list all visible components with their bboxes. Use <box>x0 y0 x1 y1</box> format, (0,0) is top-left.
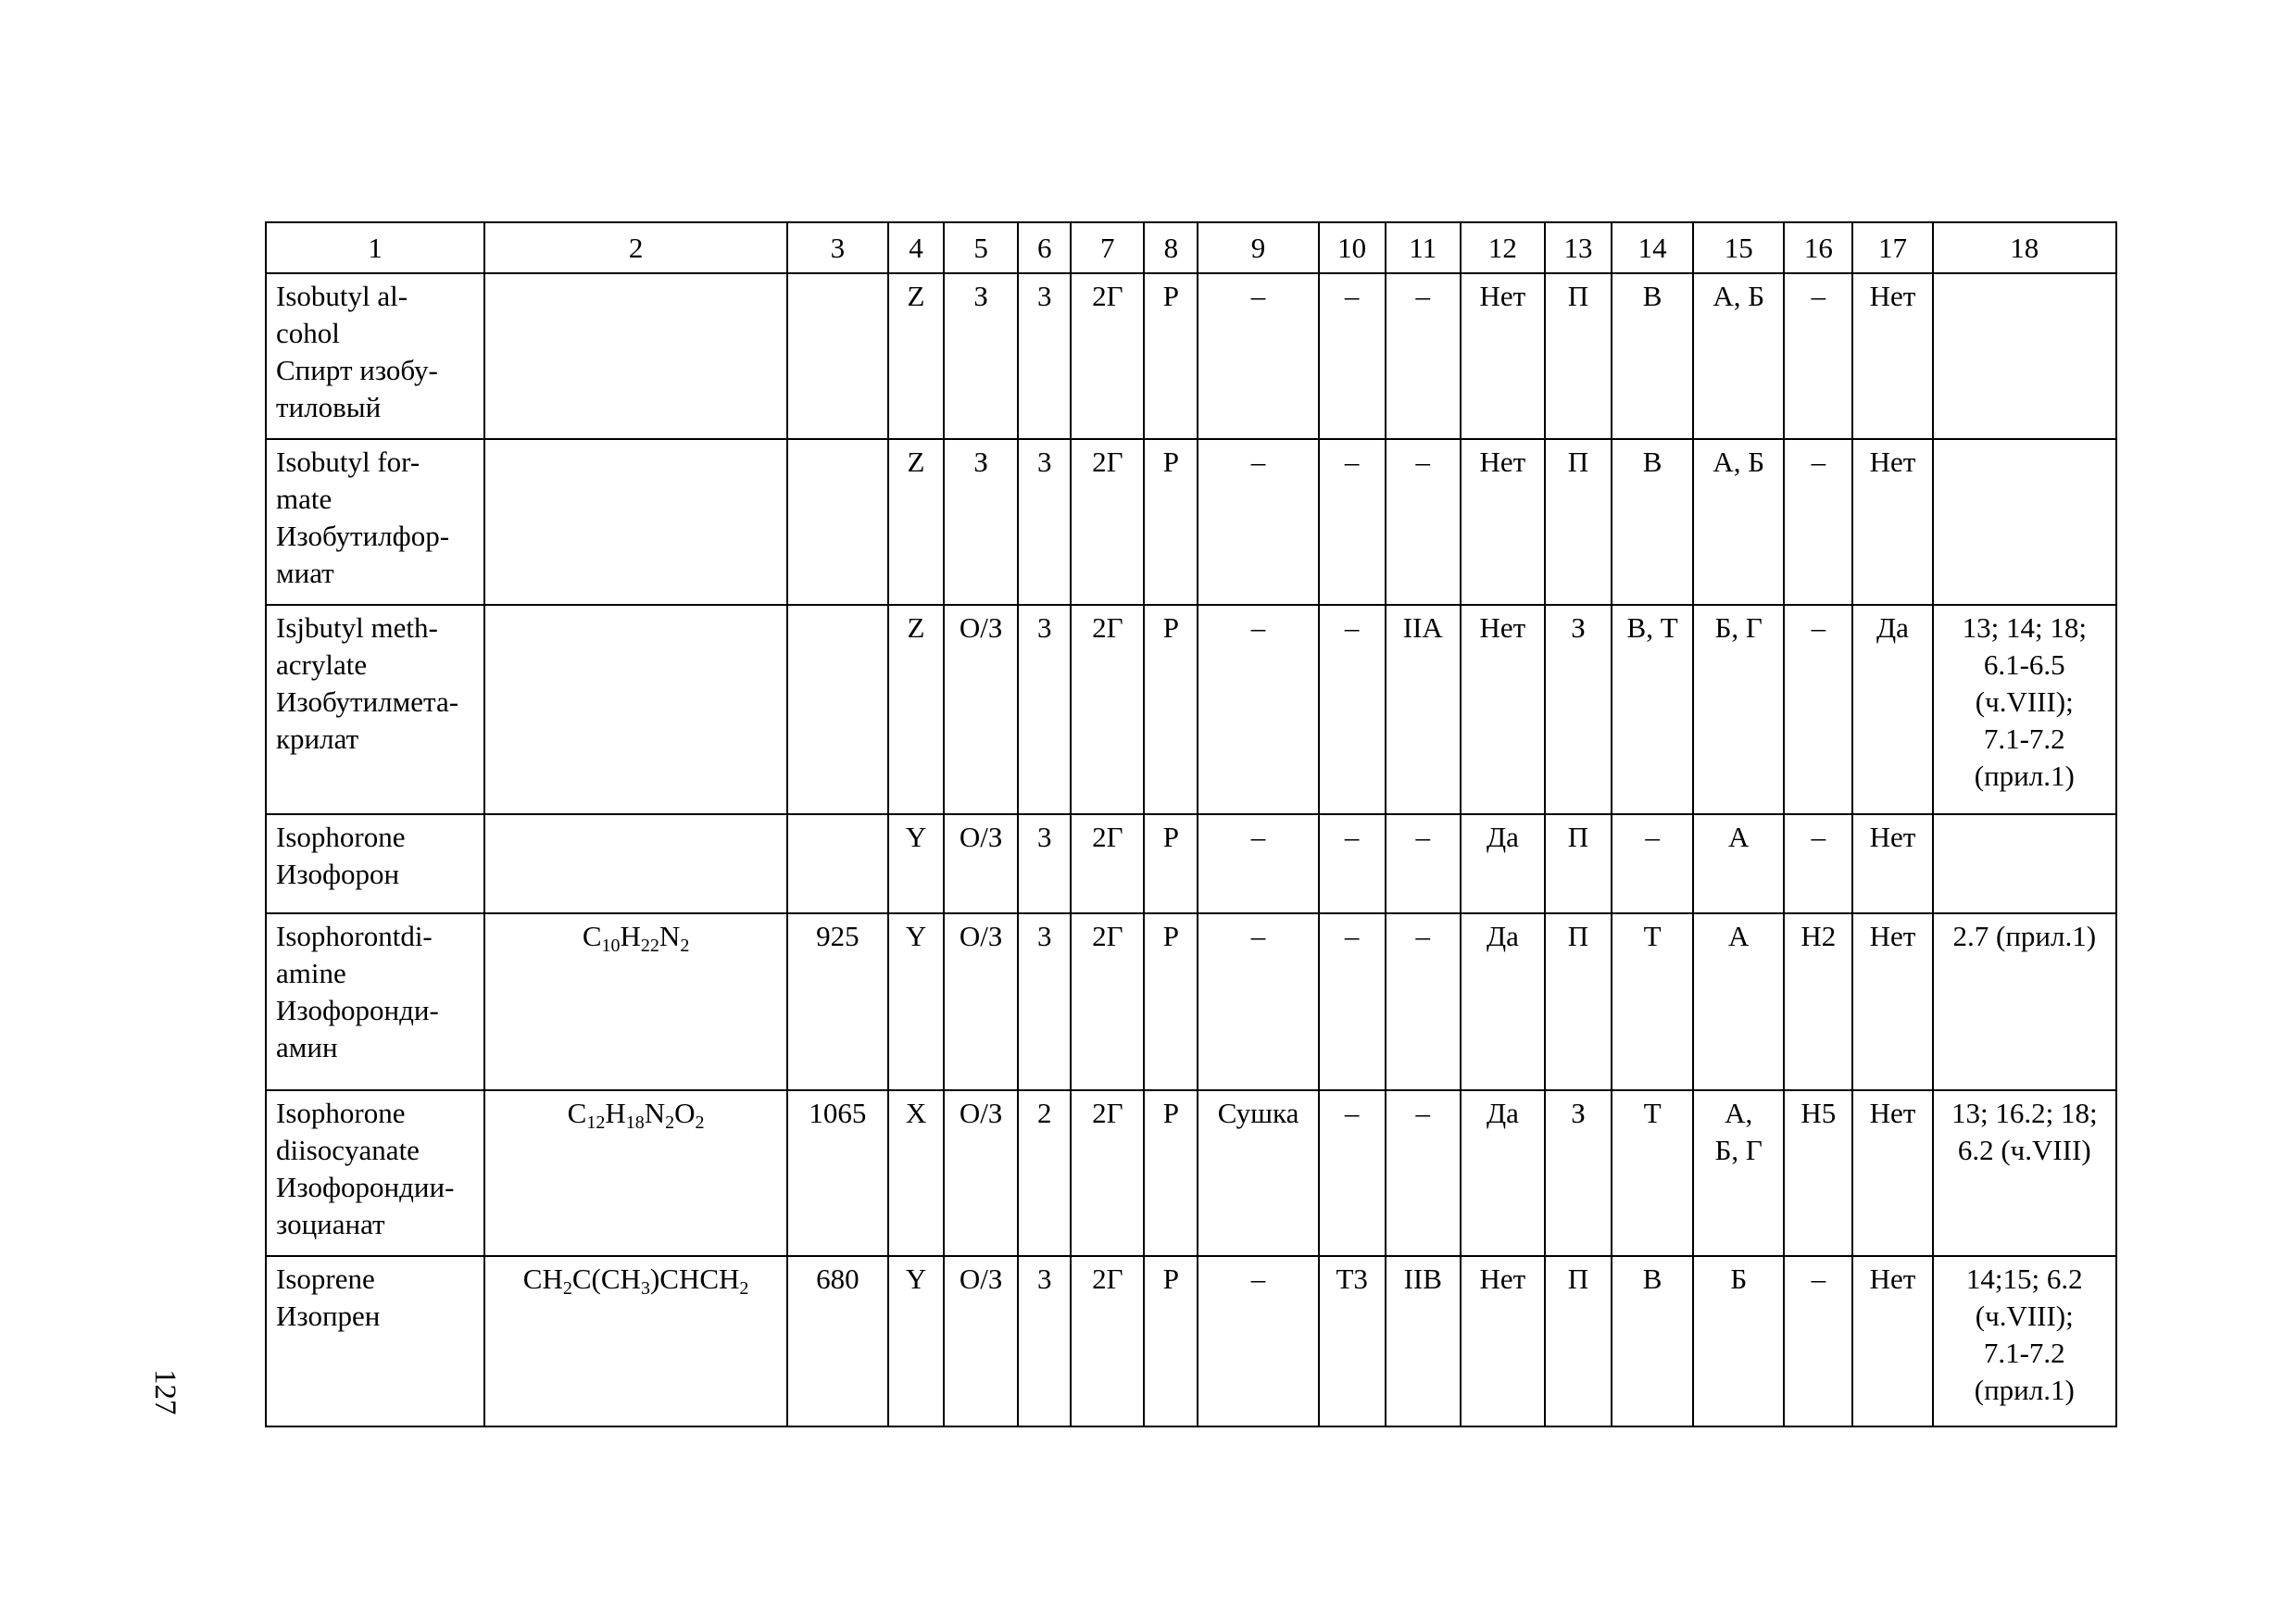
table-cell: – <box>1386 913 1461 1090</box>
product-name-line: Isobutyl for- <box>276 446 420 478</box>
table-cell: Нет <box>1461 439 1545 605</box>
formula-part: C <box>582 920 602 952</box>
note-line: 6.1-6.5 <box>1983 648 2065 681</box>
table-cell: Да <box>1852 605 1932 814</box>
table-row <box>266 814 2116 913</box>
un-number-cell <box>787 439 888 605</box>
formula-cell <box>484 439 786 605</box>
table-cell: Да <box>1461 814 1545 913</box>
formula-subscript: 12 <box>586 1112 606 1133</box>
column-header: 10 <box>1319 222 1386 273</box>
product-name-line: крилат <box>276 723 359 755</box>
table-cell: 3 <box>1018 439 1071 605</box>
cargo-table <box>265 221 2117 1427</box>
table-cell: Р <box>1144 273 1198 439</box>
table-cell: В <box>1612 273 1693 439</box>
column-header: 18 <box>1933 222 2116 273</box>
product-name-line: mate <box>276 483 332 515</box>
table-cell <box>1933 273 2116 439</box>
product-name-line: Isoprene <box>276 1263 375 1295</box>
un-number-cell: 925 <box>787 913 888 1090</box>
table-cell: О/З <box>944 913 1018 1090</box>
table-cell <box>1693 1090 1784 1256</box>
table-cell: – <box>1319 605 1386 814</box>
product-name-cell <box>266 605 484 814</box>
table-cell: Р <box>1144 814 1198 913</box>
table-cell: Р <box>1144 1256 1198 1426</box>
product-name-cell <box>266 814 484 913</box>
table-cell: Нет <box>1852 1090 1932 1256</box>
notes-cell <box>1933 605 2116 814</box>
column-header: 5 <box>944 222 1018 273</box>
table-cell: Y <box>888 814 944 913</box>
table-cell: Нет <box>1852 273 1932 439</box>
product-name-cell <box>266 273 484 439</box>
note-line: 6.2 (ч.VIII) <box>1957 1134 2091 1166</box>
formula-cell <box>484 1256 786 1426</box>
note-line: 7.1-7.2 <box>1983 1337 2065 1369</box>
formula-subscript: 3 <box>640 1278 650 1299</box>
table-cell: Т3 <box>1319 1256 1386 1426</box>
table-cell: А, Б <box>1693 439 1784 605</box>
product-name-line: Спирт изобу- <box>276 354 438 386</box>
table-cell: Нет <box>1852 913 1932 1090</box>
table-cell: Т <box>1612 1090 1693 1256</box>
formula-part: )CHCH <box>649 1263 740 1295</box>
table-cell: Y <box>888 913 944 1090</box>
table-cell: А <box>1693 913 1784 1090</box>
product-name-cell <box>266 1090 484 1256</box>
notes-cell <box>1933 1256 2116 1426</box>
table-row <box>266 273 2116 439</box>
table-cell: – <box>1784 439 1852 605</box>
table-cell: Н2 <box>1784 913 1852 1090</box>
formula-cell <box>484 1090 786 1256</box>
note-line: (ч.VIII); <box>1975 685 2074 718</box>
product-name-line: зоцианат <box>276 1208 385 1240</box>
formula-cell <box>484 814 786 913</box>
table-cell: З <box>1545 1090 1612 1256</box>
column-header: 7 <box>1071 222 1144 273</box>
table-cell: Z <box>888 605 944 814</box>
table-cell: Р <box>1144 439 1198 605</box>
product-name-line: Изофорон <box>276 858 400 890</box>
table-cell: 3 <box>1018 605 1071 814</box>
table-cell: Z <box>888 439 944 605</box>
table-cell: – <box>1386 273 1461 439</box>
table-cell: IIA <box>1386 605 1461 814</box>
table-cell: X <box>888 1090 944 1256</box>
product-name-line: cohol <box>276 317 340 349</box>
note-line: (прил.1) <box>1974 760 2075 792</box>
un-number-cell <box>787 273 888 439</box>
table-cell: – <box>1319 814 1386 913</box>
table-cell: – <box>1198 605 1318 814</box>
table-cell: Да <box>1461 1090 1545 1256</box>
formula-subscript: 2 <box>680 936 690 956</box>
product-name-line: тиловый <box>276 391 382 423</box>
formula-part: O <box>674 1097 696 1129</box>
table-cell: З <box>1545 605 1612 814</box>
table-cell: Z <box>888 273 944 439</box>
column-header: 11 <box>1386 222 1461 273</box>
column-header: 13 <box>1545 222 1612 273</box>
table-cell: – <box>1784 273 1852 439</box>
formula-cell <box>484 913 786 1090</box>
table-cell: Нет <box>1852 1256 1932 1426</box>
un-number-cell <box>787 605 888 814</box>
product-name-line: Isjbutyl meth- <box>276 611 438 644</box>
table-cell: З <box>944 273 1018 439</box>
notes-cell <box>1933 913 2116 1090</box>
note-line: 2.7 (прил.1) <box>1952 920 2097 952</box>
formula-part: N <box>644 1097 666 1129</box>
product-name-line: diisocyanate <box>276 1134 420 1166</box>
cell-line: Б, Г <box>1714 1134 1763 1166</box>
table-cell: П <box>1545 913 1612 1090</box>
formula-subscript: 18 <box>625 1112 645 1133</box>
product-name-line: Изобутилмета- <box>276 685 459 718</box>
table-cell: 2Г <box>1071 605 1144 814</box>
table-cell: – <box>1386 1090 1461 1256</box>
table-cell: 2Г <box>1071 273 1144 439</box>
table-row <box>266 913 2116 1090</box>
table-cell <box>1933 814 2116 913</box>
formula-subscript: 10 <box>601 936 621 956</box>
header-row <box>266 222 2116 273</box>
table-row <box>266 1256 2116 1426</box>
column-header: 14 <box>1612 222 1693 273</box>
formula-cell <box>484 273 786 439</box>
table-cell: А <box>1693 814 1784 913</box>
column-header: 2 <box>484 222 786 273</box>
product-name-cell <box>266 1256 484 1426</box>
table-cell: 3 <box>1018 273 1071 439</box>
table-cell: IIВ <box>1386 1256 1461 1426</box>
table-cell: – <box>1386 439 1461 605</box>
table-cell: – <box>1784 1256 1852 1426</box>
table-cell <box>1933 439 2116 605</box>
table-cell: 2Г <box>1071 913 1144 1090</box>
table-cell: – <box>1784 814 1852 913</box>
page-number: 127 <box>148 1369 182 1415</box>
formula-subscript: 2 <box>665 1112 675 1133</box>
table-cell: Сушка <box>1198 1090 1318 1256</box>
notes-cell <box>1933 1090 2116 1256</box>
table-cell: – <box>1198 439 1318 605</box>
table-cell: – <box>1319 913 1386 1090</box>
table-cell: Р <box>1144 605 1198 814</box>
column-header: 6 <box>1018 222 1071 273</box>
product-name-line: миат <box>276 557 334 589</box>
table-cell: Н5 <box>1784 1090 1852 1256</box>
column-header: 16 <box>1784 222 1852 273</box>
table-cell: 3 <box>1018 1256 1071 1426</box>
formula-part: N <box>659 920 681 952</box>
table-row <box>266 605 2116 814</box>
product-name-line: Изофоронди- <box>276 994 439 1026</box>
table-cell: – <box>1612 814 1693 913</box>
formula-part: CH <box>522 1263 563 1295</box>
table-cell: Нет <box>1461 1256 1545 1426</box>
un-number-cell <box>787 814 888 913</box>
table-cell: – <box>1198 814 1318 913</box>
table-cell: Р <box>1144 1090 1198 1256</box>
formula-part: C(CH <box>571 1263 641 1295</box>
table-cell: Нет <box>1852 439 1932 605</box>
note-line: 13; 14; 18; <box>1962 611 2087 644</box>
product-name-line: Isobutyl al- <box>276 280 408 312</box>
table-cell: 2 <box>1018 1090 1071 1256</box>
note-line: (прил.1) <box>1974 1374 2075 1406</box>
table-cell: Нет <box>1461 605 1545 814</box>
table-cell: Т <box>1612 913 1693 1090</box>
product-name-line: Изобутилфор- <box>276 520 450 552</box>
formula-part: H <box>620 920 641 952</box>
formula-subscript: 2 <box>695 1112 705 1133</box>
column-header: 1 <box>266 222 484 273</box>
table-cell: П <box>1545 439 1612 605</box>
formula-subscript: 22 <box>640 936 659 956</box>
formula-subscript: 2 <box>739 1278 749 1299</box>
formula-cell <box>484 605 786 814</box>
table-cell: Б, Г <box>1693 605 1784 814</box>
table-cell: О/З <box>944 814 1018 913</box>
product-name-line: Isophorone <box>276 821 406 853</box>
table-cell: П <box>1545 273 1612 439</box>
table-cell: О/З <box>944 1090 1018 1256</box>
column-header: 3 <box>787 222 888 273</box>
table-cell: – <box>1784 605 1852 814</box>
table-cell: 2Г <box>1071 1090 1144 1256</box>
cell-line: А, <box>1725 1097 1753 1129</box>
table-cell: Р <box>1144 913 1198 1090</box>
table-row <box>266 439 2116 605</box>
table-cell: Нет <box>1461 273 1545 439</box>
column-header: 17 <box>1852 222 1932 273</box>
table-cell: В <box>1612 439 1693 605</box>
product-name-line: amine <box>276 957 346 989</box>
formula-part: C <box>567 1097 587 1129</box>
column-header: 9 <box>1198 222 1318 273</box>
table-cell: З <box>944 439 1018 605</box>
product-name-line: Изофорондии- <box>276 1171 455 1203</box>
table-cell: – <box>1319 273 1386 439</box>
product-name-cell <box>266 439 484 605</box>
product-name-line: acrylate <box>276 648 368 681</box>
note-line: 14;15; 6.2 <box>1965 1263 2083 1295</box>
formula-subscript: 2 <box>562 1278 572 1299</box>
note-line: 13; 16.2; 18; <box>1951 1097 2098 1129</box>
table-cell: 2Г <box>1071 439 1144 605</box>
note-line: 7.1-7.2 <box>1983 723 2065 755</box>
table-cell: П <box>1545 1256 1612 1426</box>
table-cell: 3 <box>1018 913 1071 1090</box>
column-header: 4 <box>888 222 944 273</box>
column-header: 12 <box>1461 222 1545 273</box>
table-cell: 2Г <box>1071 1256 1144 1426</box>
column-header: 8 <box>1144 222 1198 273</box>
table-cell: Б <box>1693 1256 1784 1426</box>
table-cell: А, Б <box>1693 273 1784 439</box>
table-cell: Нет <box>1852 814 1932 913</box>
un-number-cell: 680 <box>787 1256 888 1426</box>
table-cell: – <box>1319 1090 1386 1256</box>
table-row <box>266 1090 2116 1256</box>
table-cell: П <box>1545 814 1612 913</box>
table-cell: 3 <box>1018 814 1071 913</box>
note-line: (ч.VIII); <box>1975 1300 2074 1332</box>
product-name-line: Изопрен <box>276 1300 381 1332</box>
table-cell: В <box>1612 1256 1693 1426</box>
product-name-cell <box>266 913 484 1090</box>
table-cell: О/З <box>944 1256 1018 1426</box>
table-cell: – <box>1386 814 1461 913</box>
table-cell: Да <box>1461 913 1545 1090</box>
table-cell: 2Г <box>1071 814 1144 913</box>
product-name-line: Isophorone <box>276 1097 406 1129</box>
product-name-line: Isophorontdi- <box>276 920 433 952</box>
column-header: 15 <box>1693 222 1784 273</box>
un-number-cell: 1065 <box>787 1090 888 1256</box>
table-cell: Y <box>888 1256 944 1426</box>
table-cell: – <box>1198 1256 1318 1426</box>
formula-part: H <box>605 1097 626 1129</box>
table-cell: О/З <box>944 605 1018 814</box>
product-name-line: амин <box>276 1031 338 1063</box>
table-cell: В, Т <box>1612 605 1693 814</box>
table-cell: – <box>1198 273 1318 439</box>
table-cell: – <box>1198 913 1318 1090</box>
table-cell: – <box>1319 439 1386 605</box>
